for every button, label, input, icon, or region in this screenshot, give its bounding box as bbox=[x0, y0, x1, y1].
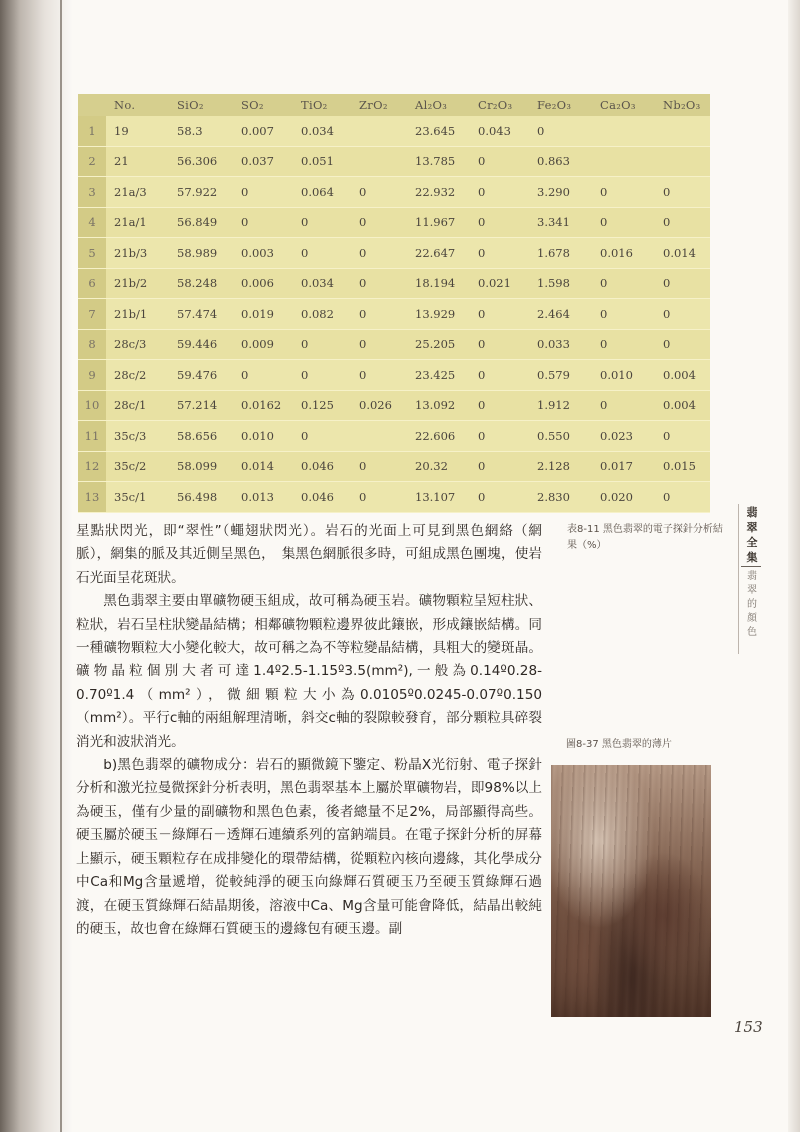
header-cell: SO₂ bbox=[233, 94, 293, 116]
table-cell: 0 bbox=[351, 299, 407, 330]
row-index: 11 bbox=[78, 421, 106, 452]
table-cell: 0 bbox=[351, 207, 407, 238]
table-cell: 0 bbox=[233, 177, 293, 208]
table-row bbox=[78, 177, 710, 208]
table-cell: 0 bbox=[233, 207, 293, 238]
row-index: 13 bbox=[78, 482, 106, 513]
table-cell: 0 bbox=[351, 268, 407, 299]
table-cell bbox=[592, 146, 655, 177]
table-cell: 0.082 bbox=[293, 299, 351, 330]
table-cell: 0 bbox=[470, 390, 529, 421]
row-index: 3 bbox=[78, 177, 106, 208]
table-cell: 0.006 bbox=[233, 268, 293, 299]
table-cell: 57.922 bbox=[169, 177, 233, 208]
table-cell: 0 bbox=[592, 329, 655, 360]
series-title: 翡翠全集 bbox=[746, 506, 758, 564]
table-cell: 56.498 bbox=[169, 482, 233, 513]
table-cell: 56.306 bbox=[169, 146, 233, 177]
table-cell: 0 bbox=[655, 177, 710, 208]
table-cell: 0 bbox=[592, 177, 655, 208]
table-cell: 0 bbox=[655, 329, 710, 360]
table-header-row bbox=[78, 94, 710, 116]
table-cell: 2.128 bbox=[529, 451, 592, 482]
table-row bbox=[78, 299, 710, 330]
table-row bbox=[78, 482, 710, 513]
table-body bbox=[78, 116, 710, 512]
table-cell: 0.003 bbox=[233, 238, 293, 269]
table-row bbox=[78, 268, 710, 299]
table-cell: 28c/2 bbox=[106, 360, 169, 391]
table-cell bbox=[655, 116, 710, 146]
page-number: 153 bbox=[734, 1018, 763, 1036]
table-cell: 0 bbox=[470, 451, 529, 482]
table-cell: 0 bbox=[470, 177, 529, 208]
table-cell: 21a/1 bbox=[106, 207, 169, 238]
table-cell: 0 bbox=[351, 360, 407, 391]
header-cell: Cr₂O₃ bbox=[470, 94, 529, 116]
table-cell bbox=[351, 146, 407, 177]
table-cell: 0.010 bbox=[233, 421, 293, 452]
table-cell: 21b/2 bbox=[106, 268, 169, 299]
table-cell: 58.248 bbox=[169, 268, 233, 299]
header-index bbox=[78, 94, 106, 116]
table-cell: 21 bbox=[106, 146, 169, 177]
table-row bbox=[78, 146, 710, 177]
table-cell: 0 bbox=[293, 207, 351, 238]
table-cell: 21a/3 bbox=[106, 177, 169, 208]
row-index: 12 bbox=[78, 451, 106, 482]
table-cell: 19 bbox=[106, 116, 169, 146]
table-cell: 0.014 bbox=[655, 238, 710, 269]
table-cell: 0.064 bbox=[293, 177, 351, 208]
paragraph: 星點狀閃光，即“翠性”（蠅翅狀閃光）。岩石的光面上可見到黑色網絡（網脈），網集的脈及其近側呈黑色， 集黑色網脈很多時，可組成黑色團塊，使岩石光面呈花斑狀。 bbox=[76, 523, 542, 586]
table-cell: 23.645 bbox=[407, 116, 470, 146]
table-cell: 0 bbox=[351, 451, 407, 482]
table-cell: 0.034 bbox=[293, 116, 351, 146]
header-cell: Nb₂O₃ bbox=[655, 94, 710, 116]
row-index: 8 bbox=[78, 329, 106, 360]
table-cell: 21b/1 bbox=[106, 299, 169, 330]
table-cell: 13.107 bbox=[407, 482, 470, 513]
header-cell: Al₂O₃ bbox=[407, 94, 470, 116]
table-cell: 0.017 bbox=[592, 451, 655, 482]
table-cell: 59.476 bbox=[169, 360, 233, 391]
table-cell: 0.004 bbox=[655, 390, 710, 421]
table-cell: 57.474 bbox=[169, 299, 233, 330]
header-cell: No. bbox=[106, 94, 169, 116]
table-cell bbox=[592, 116, 655, 146]
table-cell: 0 bbox=[470, 238, 529, 269]
table-cell: 0 bbox=[351, 238, 407, 269]
header-cell: TiO₂ bbox=[293, 94, 351, 116]
table-cell: 0 bbox=[655, 299, 710, 330]
table-cell: 35c/1 bbox=[106, 482, 169, 513]
thin-section-photo bbox=[551, 765, 711, 1017]
table-cell: 1.678 bbox=[529, 238, 592, 269]
row-index: 2 bbox=[78, 146, 106, 177]
table-cell: 0.007 bbox=[233, 116, 293, 146]
figure-caption: 圖8-37 黑色翡翠的薄片 bbox=[566, 739, 672, 750]
table-cell: 0 bbox=[351, 177, 407, 208]
table-row bbox=[78, 390, 710, 421]
row-index: 5 bbox=[78, 238, 106, 269]
row-index: 10 bbox=[78, 390, 106, 421]
table-cell: 0.037 bbox=[233, 146, 293, 177]
table-cell: 0 bbox=[351, 329, 407, 360]
table-cell: 0 bbox=[470, 207, 529, 238]
row-index: 6 bbox=[78, 268, 106, 299]
table-cell: 0 bbox=[529, 116, 592, 146]
table-cell: 1.912 bbox=[529, 390, 592, 421]
table-cell: 13.092 bbox=[407, 390, 470, 421]
table-cell: 0.033 bbox=[529, 329, 592, 360]
table-cell: 0 bbox=[655, 268, 710, 299]
table-cell: 21b/3 bbox=[106, 238, 169, 269]
page-edge bbox=[788, 0, 800, 1132]
table-cell: 58.099 bbox=[169, 451, 233, 482]
table-cell: 2.464 bbox=[529, 299, 592, 330]
row-index: 1 bbox=[78, 116, 106, 146]
table-row bbox=[78, 360, 710, 391]
table-cell: 0 bbox=[655, 207, 710, 238]
table-cell: 22.932 bbox=[407, 177, 470, 208]
side-rule bbox=[741, 566, 761, 567]
table-cell: 0 bbox=[470, 482, 529, 513]
side-divider bbox=[738, 504, 739, 654]
table-cell: 0.579 bbox=[529, 360, 592, 391]
row-index: 4 bbox=[78, 207, 106, 238]
table-cell: 3.341 bbox=[529, 207, 592, 238]
table-cell: 0 bbox=[655, 421, 710, 452]
table-cell: 0.016 bbox=[592, 238, 655, 269]
table-cell: 0 bbox=[293, 360, 351, 391]
table-row bbox=[78, 207, 710, 238]
table-cell: 0.043 bbox=[470, 116, 529, 146]
chapter-title: 翡翠的顏色 bbox=[747, 571, 757, 638]
table-cell: 0.009 bbox=[233, 329, 293, 360]
table-cell: 2.830 bbox=[529, 482, 592, 513]
table-cell: 0 bbox=[592, 390, 655, 421]
table-cell: 56.849 bbox=[169, 207, 233, 238]
table-cell: 25.205 bbox=[407, 329, 470, 360]
table-cell bbox=[655, 146, 710, 177]
table-row bbox=[78, 451, 710, 482]
table-cell: 0 bbox=[592, 268, 655, 299]
table-cell: 0 bbox=[470, 360, 529, 391]
body-text bbox=[76, 520, 542, 941]
table-cell: 0.051 bbox=[293, 146, 351, 177]
header-cell: Fe₂O₃ bbox=[529, 94, 592, 116]
table-cell: 0.019 bbox=[233, 299, 293, 330]
table-cell: 0 bbox=[233, 360, 293, 391]
header-cell: Ca₂O₃ bbox=[592, 94, 655, 116]
table-cell: 0.014 bbox=[233, 451, 293, 482]
header-cell: ZrO₂ bbox=[351, 94, 407, 116]
table-cell: 0.013 bbox=[233, 482, 293, 513]
table-cell: 0 bbox=[470, 421, 529, 452]
table-cell: 0.020 bbox=[592, 482, 655, 513]
table-cell: 18.194 bbox=[407, 268, 470, 299]
table-cell: 0.010 bbox=[592, 360, 655, 391]
table-cell: 0.023 bbox=[592, 421, 655, 452]
table-cell: 58.989 bbox=[169, 238, 233, 269]
table-cell: 0.034 bbox=[293, 268, 351, 299]
table-row bbox=[78, 116, 710, 146]
table-cell: 22.606 bbox=[407, 421, 470, 452]
table-cell: 0 bbox=[592, 207, 655, 238]
table-caption: 表8-11 黑色翡翠的電子探針分析結果（%） bbox=[567, 524, 723, 551]
table-cell: 0.021 bbox=[470, 268, 529, 299]
table-cell: 0.550 bbox=[529, 421, 592, 452]
table-cell: 0 bbox=[293, 329, 351, 360]
table-cell bbox=[351, 116, 407, 146]
table-cell: 0.046 bbox=[293, 451, 351, 482]
table-cell: 11.967 bbox=[407, 207, 470, 238]
table-cell: 0.863 bbox=[529, 146, 592, 177]
table-cell: 0 bbox=[293, 238, 351, 269]
table-cell: 0 bbox=[293, 421, 351, 452]
table-cell: 0 bbox=[470, 146, 529, 177]
table-cell: 0.015 bbox=[655, 451, 710, 482]
print-speck bbox=[484, 1050, 498, 1058]
table-cell: 35c/3 bbox=[106, 421, 169, 452]
table-cell: 0 bbox=[351, 482, 407, 513]
table-cell: 57.214 bbox=[169, 390, 233, 421]
table-cell: 59.446 bbox=[169, 329, 233, 360]
table-cell: 13.785 bbox=[407, 146, 470, 177]
table-cell: 28c/3 bbox=[106, 329, 169, 360]
table-cell: 0 bbox=[470, 299, 529, 330]
header-cell: SiO₂ bbox=[169, 94, 233, 116]
table-row bbox=[78, 329, 710, 360]
table-cell: 0.125 bbox=[293, 390, 351, 421]
table-row bbox=[78, 421, 710, 452]
table-row bbox=[78, 238, 710, 269]
table-cell bbox=[351, 421, 407, 452]
table-cell: 23.425 bbox=[407, 360, 470, 391]
table-cell: 0.046 bbox=[293, 482, 351, 513]
electron-probe-table bbox=[78, 94, 710, 513]
table-cell: 35c/2 bbox=[106, 451, 169, 482]
table-cell: 3.290 bbox=[529, 177, 592, 208]
table-cell: 0.0162 bbox=[233, 390, 293, 421]
table-cell: 0.004 bbox=[655, 360, 710, 391]
table-cell: 13.929 bbox=[407, 299, 470, 330]
paragraph: 黑色翡翠主要由單礦物硬玉組成，故可稱為硬玉岩。礦物顆粒呈短柱狀、粒狀，岩石呈柱狀變晶結構；相鄰礦物顆粒邊界彼此鑲嵌，形成鑲嵌結構。同一種礦物顆粒大小變化較大，故可稱之為不等粒變晶結構，具粗大的變斑晶。礦物晶粒個別大者可達1.4º2.5-1.15º3.5(mm²),一般為0.14º0.28-0.70º1.4（mm²），微細顆粒大小為0.0105º0.0245-0.07º0.150（mm²）。平行c軸的兩組解理清晰，斜交c軸的裂隙較發育，部分顆粒具碎裂消光和波狀消光。 bbox=[76, 593, 542, 750]
paragraph: b)黑色翡翠的礦物成分：岩石的顯微鏡下鑒定、粉晶X光衍射、電子探針分析和激光拉曼微探針分析表明，黑色翡翠基本上屬於單礦物岩，即98%以上為硬玉，僅有少量的副礦物和黑色色素，後者總量不足2%，局部顯得高些。硬玉屬於硬玉－綠輝石－透輝石連續系列的富鈉端員。在電子探針分析的屏幕上顯示，硬玉顆粒存在成排變化的環帶結構，從顆粒內核向邊緣，其化學成分中Ca和Mg含量遞增，從較純淨的硬玉向綠輝石質硬玉乃至硬玉質綠輝石過渡，在硬玉質綠輝石結晶期後，溶液中Ca、Mg含量可能會降低，結晶出較純的硬玉，故也會在綠輝石質硬玉的邊緣包有硬玉邊。副 bbox=[76, 757, 542, 937]
table-cell: 0 bbox=[592, 299, 655, 330]
table-cell: 58.3 bbox=[169, 116, 233, 146]
table-cell: 20.32 bbox=[407, 451, 470, 482]
table-cell: 58.656 bbox=[169, 421, 233, 452]
table-cell: 0 bbox=[470, 329, 529, 360]
row-index: 9 bbox=[78, 360, 106, 391]
table-cell: 0.026 bbox=[351, 390, 407, 421]
table-cell: 28c/1 bbox=[106, 390, 169, 421]
table-cell: 22.647 bbox=[407, 238, 470, 269]
table-cell: 1.598 bbox=[529, 268, 592, 299]
table-cell: 0 bbox=[655, 482, 710, 513]
book-binding-line bbox=[60, 0, 62, 1132]
row-index: 7 bbox=[78, 299, 106, 330]
